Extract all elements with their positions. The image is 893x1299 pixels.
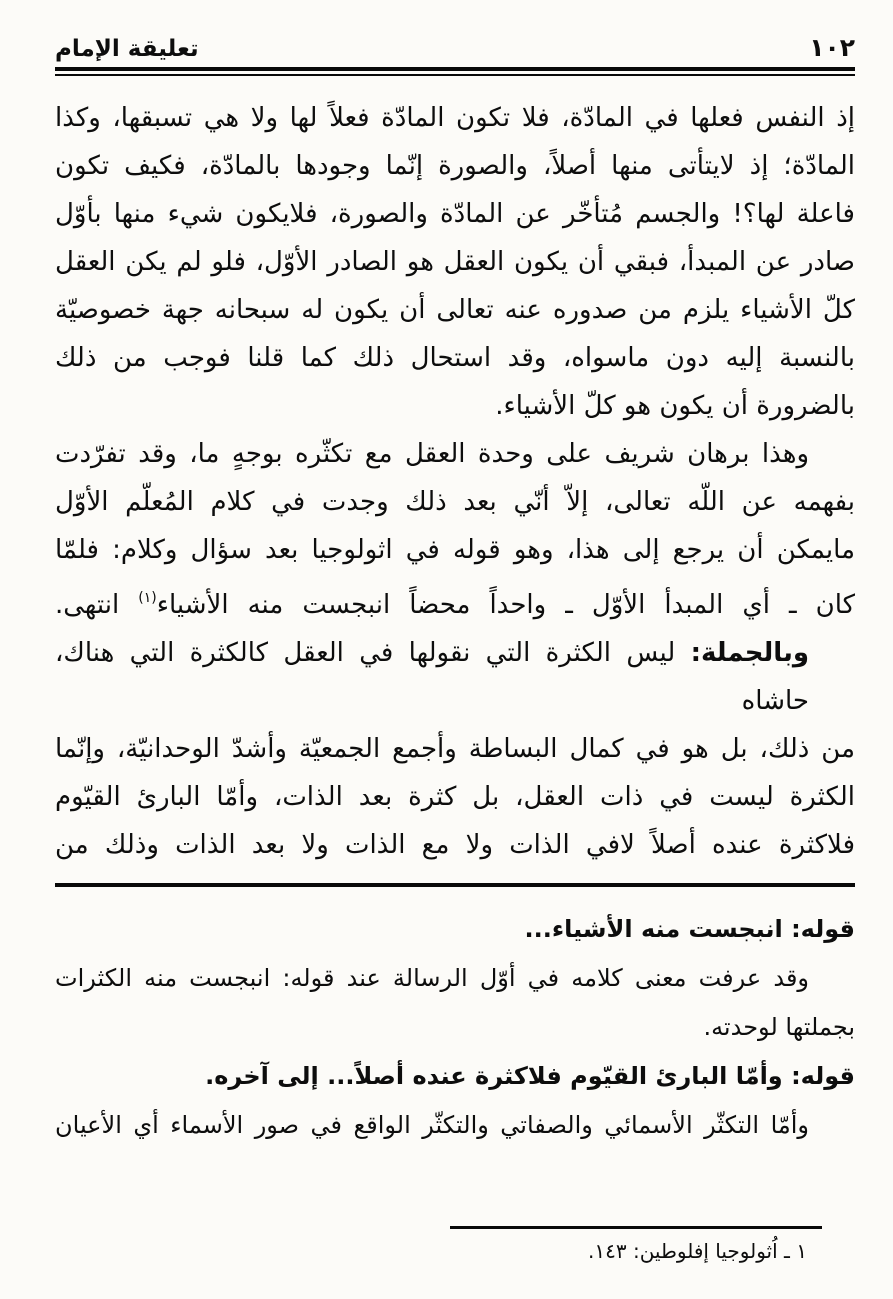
body-line: كلّ الأشياء يلزم من صدوره عنه تعالى أن يكون له سبحانه جهة خصوصيّة <box>55 295 855 325</box>
body-line: المادّة؛ إذ لايتأتى منها أصلاً، والصورة إنّما وجودها بالمادّة، فكيف تكون <box>55 151 855 181</box>
page-header <box>55 26 855 62</box>
header-rule <box>55 67 855 76</box>
line-rest-text: ليس الكثرة التي نقولها في العقل كالكثرة التي هناك، حاشاه <box>55 638 809 716</box>
commentary-line: وقد عرفت معنى كلامه في أوّل الرسالة عند قوله: انبجست منه الكثرات <box>55 964 809 992</box>
body-line-with-footnote-ref <box>55 574 855 629</box>
commentary-heading: قوله: وأمّا البارئ القيّوم فلاكثرة عنده أصلاً... إلى آخره. <box>205 1062 855 1090</box>
body-line: مايمكن أن يرجع إلى هذا، وهو قوله في اثولوجيا بعد سؤال وكلام: فلمّا <box>55 535 855 565</box>
page-number: ١٠٢ <box>809 33 855 62</box>
footnote-ref-marker: (١) <box>138 590 157 606</box>
quote-end-text: انتهى. <box>55 590 139 620</box>
lead-word-bold: وبالجملة: <box>690 638 809 668</box>
body-line: فلاكثرة عنده أصلاً لافي الذات ولا مع الذات ولا بعد الذات وذلك من <box>55 830 855 860</box>
footnote-area <box>55 1226 855 1265</box>
body-line: الكثرة ليست في ذات العقل، بل كثرة بعد الذات، وأمّا البارئ القيّوم <box>55 782 855 812</box>
quote-text: كان ـ أي المبدأ الأوّل ـ واحداً محضاً انبجست منه الأشياء <box>156 590 856 620</box>
body-line: من ذلك، بل هو في كمال البساطة وأجمع الجمعيّة وأشدّ الوحدانيّة، وإنّما <box>55 734 855 764</box>
body-text <box>55 94 855 869</box>
body-line: إذ النفس فعلها في المادّة، فلا تكون المادّة فعلاً لها ولا هي تسبقها، وكذا <box>55 103 855 133</box>
body-line-paragraph-start: وهذا برهان شريف على وحدة العقل مع تكثّره بوجهٍ ما، وقد تفرّدت <box>55 439 809 469</box>
body-line-paragraph-end: بالضرورة أن يكون هو كلّ الأشياء. <box>495 391 855 421</box>
body-line: فاعلة لها؟! والجسم مُتأخّر عن المادّة والصورة، فلايكون شيء منها بأوّل <box>55 199 855 229</box>
footnote-rule <box>450 1226 822 1229</box>
body-line: بفهمه عن اللّه تعالى، إلاّ أنّي بعد ذلك وجدت في كلام المُعلّم الأوّل <box>55 487 855 517</box>
commentary-section <box>55 905 855 1150</box>
book-title: تعليقة الإمام <box>55 36 199 62</box>
commentary-line: وأمّا التكثّر الأسمائي والصفاتي والتكثّر الواقع في صور الأسماء أي الأعيان <box>55 1111 809 1139</box>
header-rule-thin <box>55 74 855 76</box>
commentary-line-paragraph-end: بجملتها لوحدته. <box>703 1013 855 1041</box>
commentary-separator-rule <box>55 883 855 887</box>
body-line: صادر عن المبدأ، فبقي أن يكون العقل هو الصادر الأوّل، فلو لم يكن العقل <box>55 247 855 277</box>
body-line: بالنسبة إليه دون ماسواه، وقد استحال ذلك كما قلنا فوجب من ذلك <box>55 343 855 373</box>
footnote-text: ١ ـ اُثولوجيا إفلوطين: ١٤٣. <box>588 1239 807 1263</box>
commentary-heading: قوله: انبجست منه الأشياء... <box>524 915 855 943</box>
body-line-paragraph-start <box>55 629 855 725</box>
header-rule-thick <box>55 67 855 71</box>
